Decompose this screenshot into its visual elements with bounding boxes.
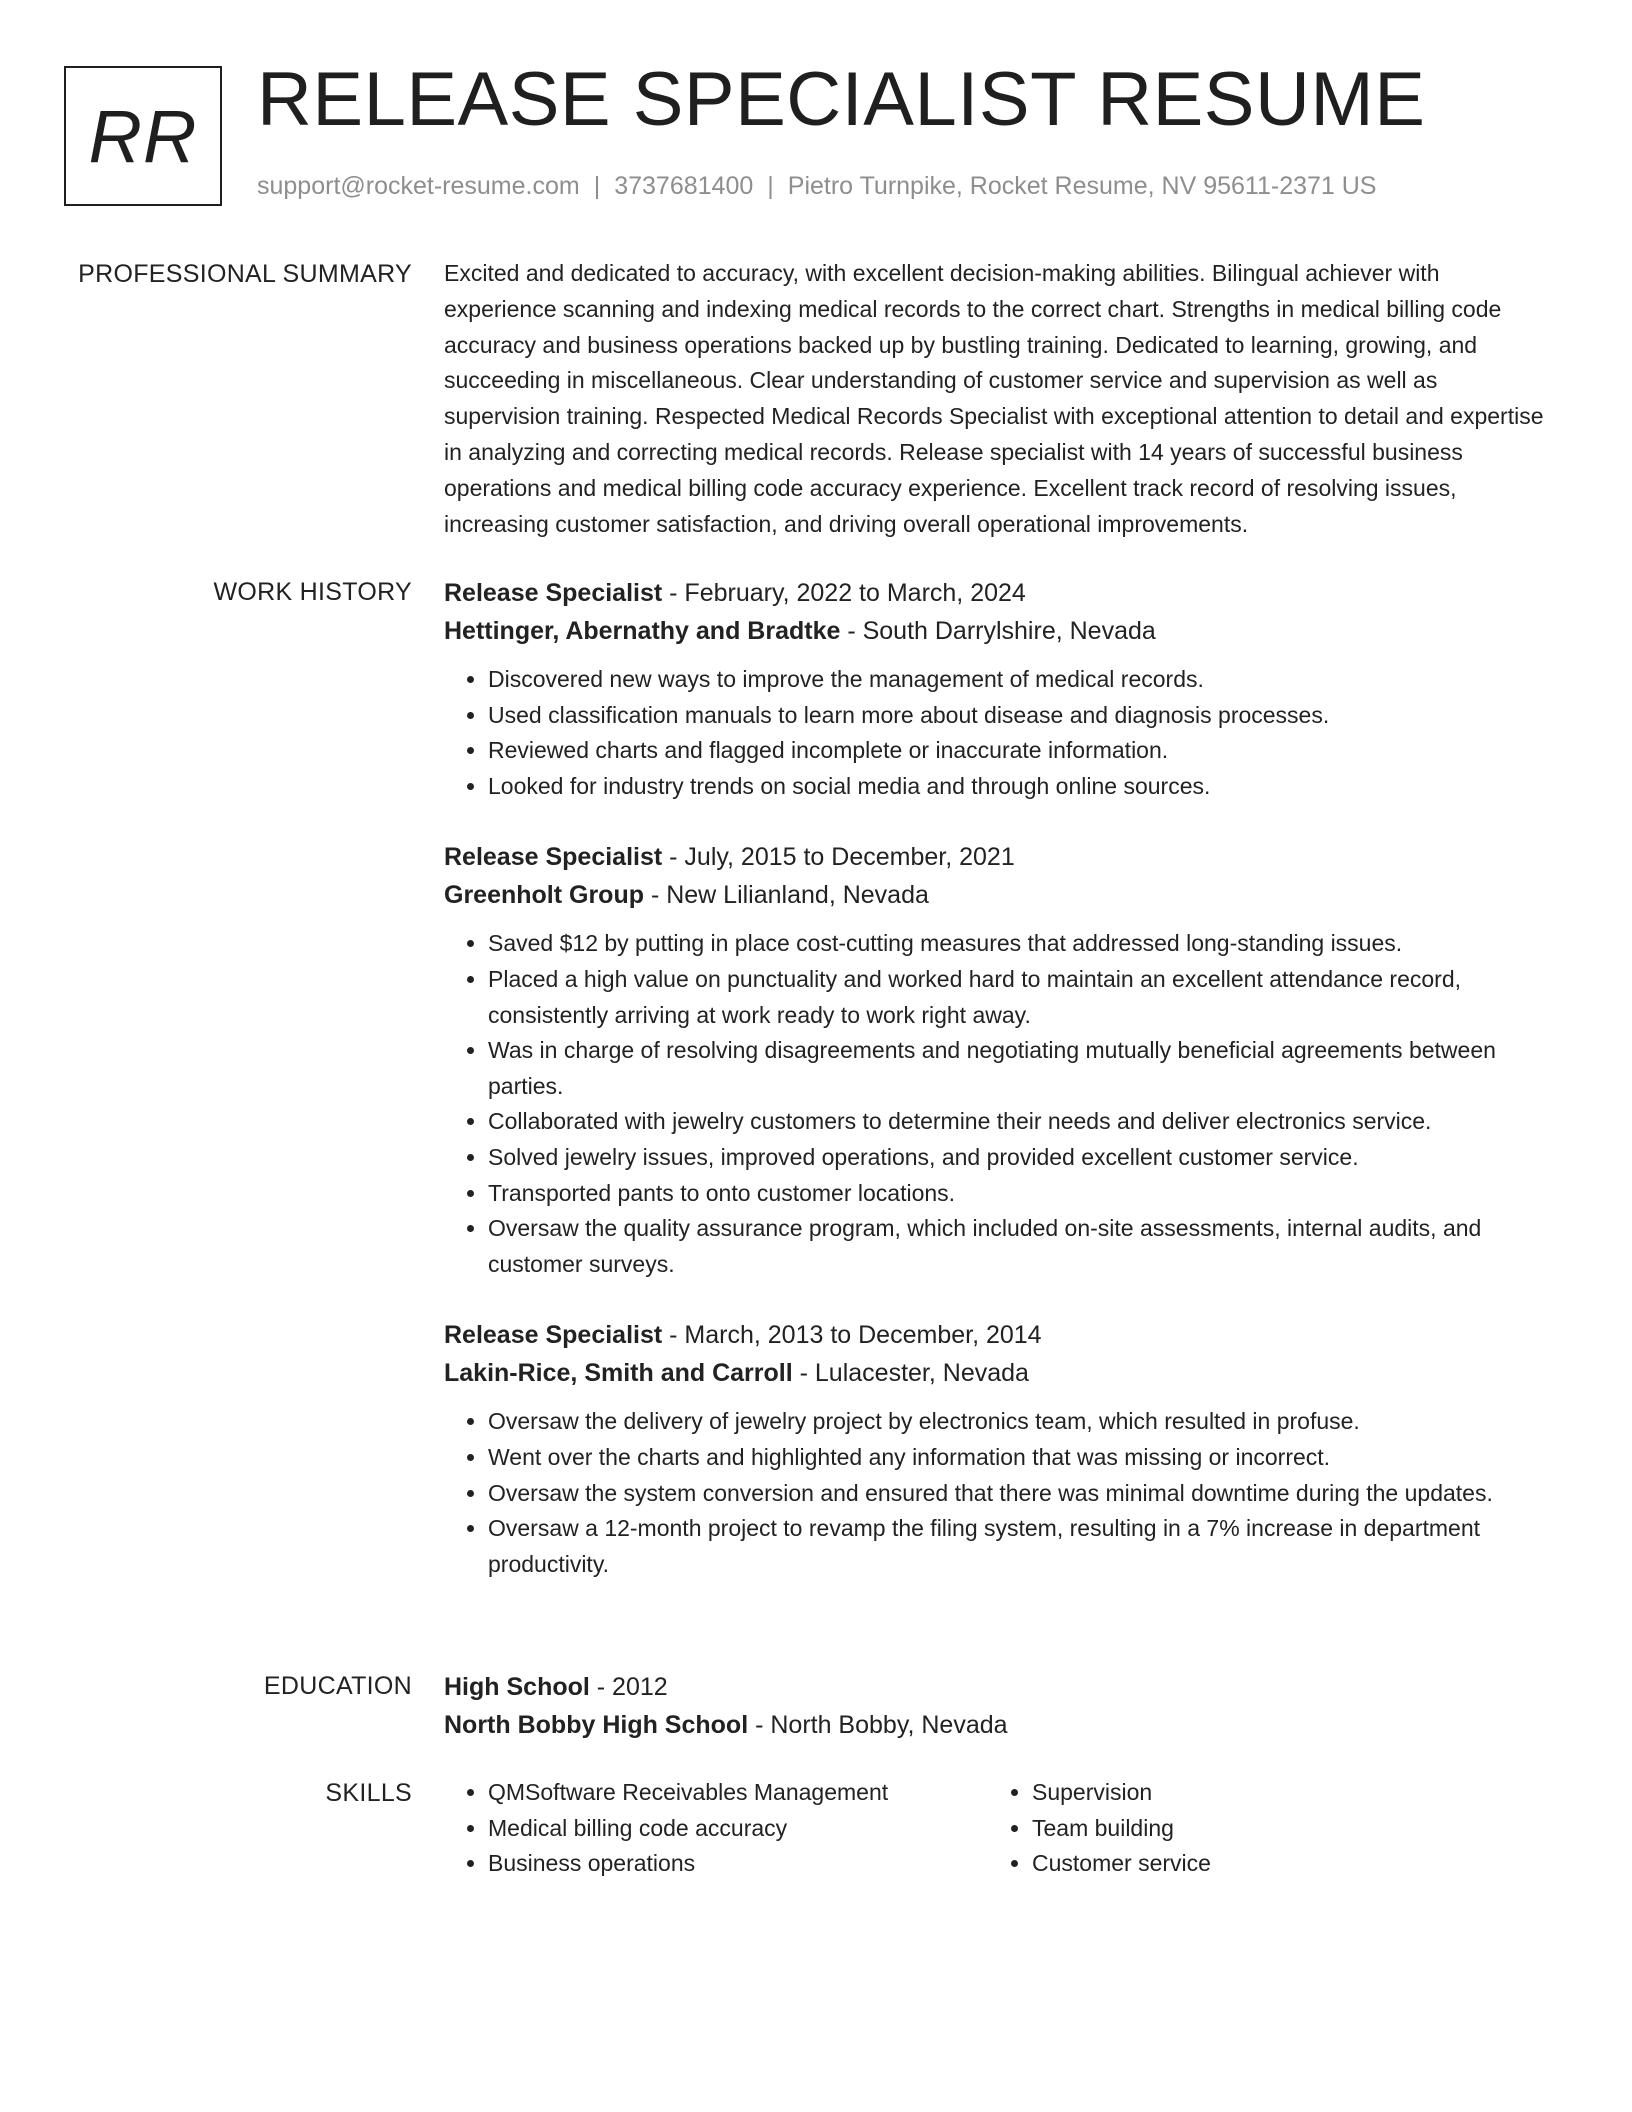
contact-phone: 3737681400 [614,172,754,200]
education-year: - 2012 [589,1673,668,1701]
list-item: • Looked for industry trends on social media and through online sources. [488,769,1556,805]
skill-item: • QMSoftware Receivables Management [488,1775,988,1811]
job-title: Release Specialist [444,843,663,872]
job-title: Release Specialist [444,579,663,607]
job-location: - Lulacester, Nevada [792,1359,1029,1388]
education-degree: High School [444,1673,590,1701]
list-item: • Placed a high value on punctuality and worked hard to maintain an excellent attendance record, consistently arriving at work ready to work right away. [488,962,1556,1033]
section-label-skills: SKILLS [325,1779,412,1807]
contact-address: Pietro Turnpike, Rocket Resume, NV 95611-2371 US [787,172,1377,200]
skill-item: • Business operations [488,1846,988,1882]
job-title-line [444,838,1556,876]
list-item: • Solved jewelry issues, improved operations, and provided excellent customer service. [488,1140,1556,1176]
resume-title: RELEASE SPECIALIST RESUME [257,57,1426,142]
job-bullets [444,926,1556,1282]
section-label-education: EDUCATION [263,1672,412,1700]
section-label-summary: PROFESSIONAL SUMMARY [78,260,412,288]
job-title-line [444,574,1556,612]
job-company: Lakin-Rice, Smith and Carroll [444,1359,793,1388]
contact-separator: | [767,172,774,200]
monogram-logo: RR [64,66,222,206]
summary-text: Excited and dedicated to accuracy, with excellent decision-making abilities. Bilingual achiever with experience scanning and indexing medical records to the correct chart. Strengths in medical billing code accuracy and business operations backed up by bustling training. Dedicated to learning, growing, and succeeding in miscellaneous. Clear understanding of customer service and supervision as well as supervision training. Respected Medical Records Specialist with exceptional attention to detail and expertise in analyzing and correcting medical records. Release specialist with 14 years of successful business operations and medical billing code accuracy experience. Excellent track record of resolving issues, increasing customer satisfaction, and driving overall operational improvements. [444,260,1544,537]
list-item: • Oversaw the system conversion and ensured that there was minimal downtime during the updates. [488,1476,1556,1512]
job-company-line [444,876,1556,914]
contact-separator: | [593,172,601,200]
section-label-work-history: WORK HISTORY [213,578,412,606]
skill-item: • Team building [1032,1811,1532,1847]
list-item: • Oversaw the quality assurance program, which included on-site assessments, internal audits, and customer surveys. [488,1211,1556,1282]
list-item: • Oversaw the delivery of jewelry project by electronics team, which resulted in profuse. [488,1404,1556,1440]
list-item: • Used classification manuals to learn more about disease and diagnosis processes. [488,698,1556,734]
list-item: • Collaborated with jewelry customers to determine their needs and deliver electronics service. [488,1104,1556,1140]
skills-column-left [444,1775,988,1882]
list-item: • Went over the charts and highlighted any information that was missing or incorrect. [488,1440,1556,1476]
skill-item: • Customer service [1032,1846,1532,1882]
list-item: • Was in charge of resolving disagreements and negotiating mutually beneficial agreements between parties. [488,1033,1556,1104]
job-location: - South Darrylshire, Nevada [840,617,1156,645]
list-item: • Transported pants to onto customer locations. [488,1176,1556,1212]
list-item: • Oversaw a 12-month project to revamp the filing system, resulting in a 7% increase in department productivity. [488,1511,1556,1582]
skill-item: • Supervision [1032,1775,1532,1811]
job-entry [444,838,1556,1282]
contact-email: support@rocket-resume.com [257,172,580,200]
contact-line [257,172,1377,201]
job-dates: - March, 2013 to December, 2014 [662,1321,1042,1350]
list-item: • Saved $12 by putting in place cost-cutting measures that addressed long-standing issues. [488,926,1556,962]
job-bullets [444,1404,1556,1582]
education-degree-line [444,1668,1556,1706]
job-title: Release Specialist [444,1321,663,1350]
skills-grid [444,1775,1556,1882]
job-company: Hettinger, Abernathy and Bradtke [444,617,841,645]
job-entry [444,1316,1556,1582]
job-company: Greenholt Group [444,881,644,910]
list-item: • Reviewed charts and flagged incomplete or inaccurate information. [488,733,1556,769]
skill-item: • Medical billing code accuracy [488,1811,988,1847]
job-dates: - February, 2022 to March, 2024 [662,579,1026,607]
job-company-line [444,612,1556,650]
list-item: • Discovered new ways to improve the management of medical records. [488,662,1556,698]
education-location: - North Bobby, Nevada [748,1711,1008,1739]
job-title-line [444,1316,1556,1354]
job-entry [444,574,1556,804]
education-school-line [444,1706,1556,1744]
job-location: - New Lilianland, Nevada [644,881,929,910]
job-dates: - July, 2015 to December, 2021 [662,843,1015,872]
job-bullets [444,662,1556,804]
job-company-line [444,1354,1556,1392]
education-school: North Bobby High School [444,1711,749,1739]
skills-column-right [988,1775,1532,1882]
